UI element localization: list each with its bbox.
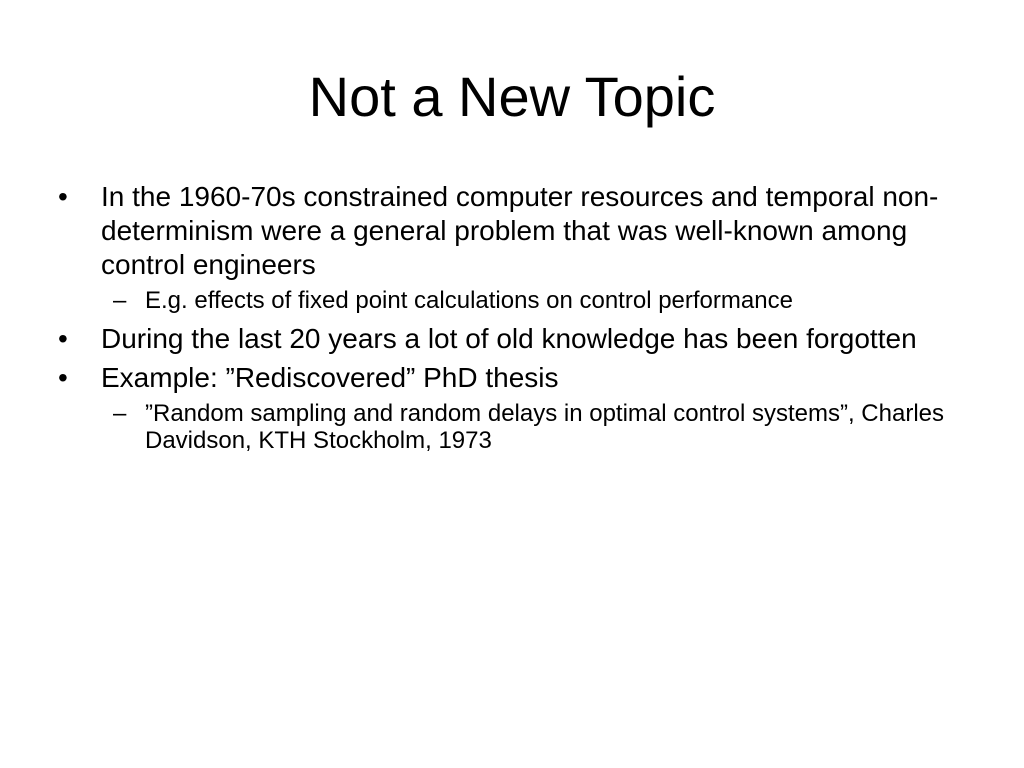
bullet-item-1 (58, 180, 978, 282)
bullet-item-2 (58, 322, 978, 356)
sub-bullet-item-1-1 (58, 287, 978, 314)
dash-marker: – (113, 400, 127, 427)
bullet-text-1: In the 1960-70s constrained computer resources and temporal non-determinism were a general problem that was well-known among control engineers (101, 181, 939, 280)
slide-title: Not a New Topic (308, 65, 716, 128)
bullet-text-3: Example: ”Rediscovered” PhD thesis (101, 362, 559, 393)
bullet-list (58, 180, 978, 462)
sub-bullet-item-3-1 (58, 400, 978, 454)
bullet-marker: • (58, 181, 68, 212)
sub-bullet-text-3-1: ”Random sampling and random delays in optimal control systems”, Charles Davidson, KTH Stockholm, 1973 (145, 400, 945, 454)
bullet-item-3 (58, 361, 978, 395)
bullet-marker: • (58, 362, 68, 393)
dash-marker: – (113, 287, 127, 314)
bullet-marker: • (58, 323, 68, 354)
sub-bullet-text-1-1: E.g. effects of fixed point calculations on control performance (145, 287, 793, 314)
bullet-text-2: During the last 20 years a lot of old knowledge has been forgotten (101, 323, 917, 354)
